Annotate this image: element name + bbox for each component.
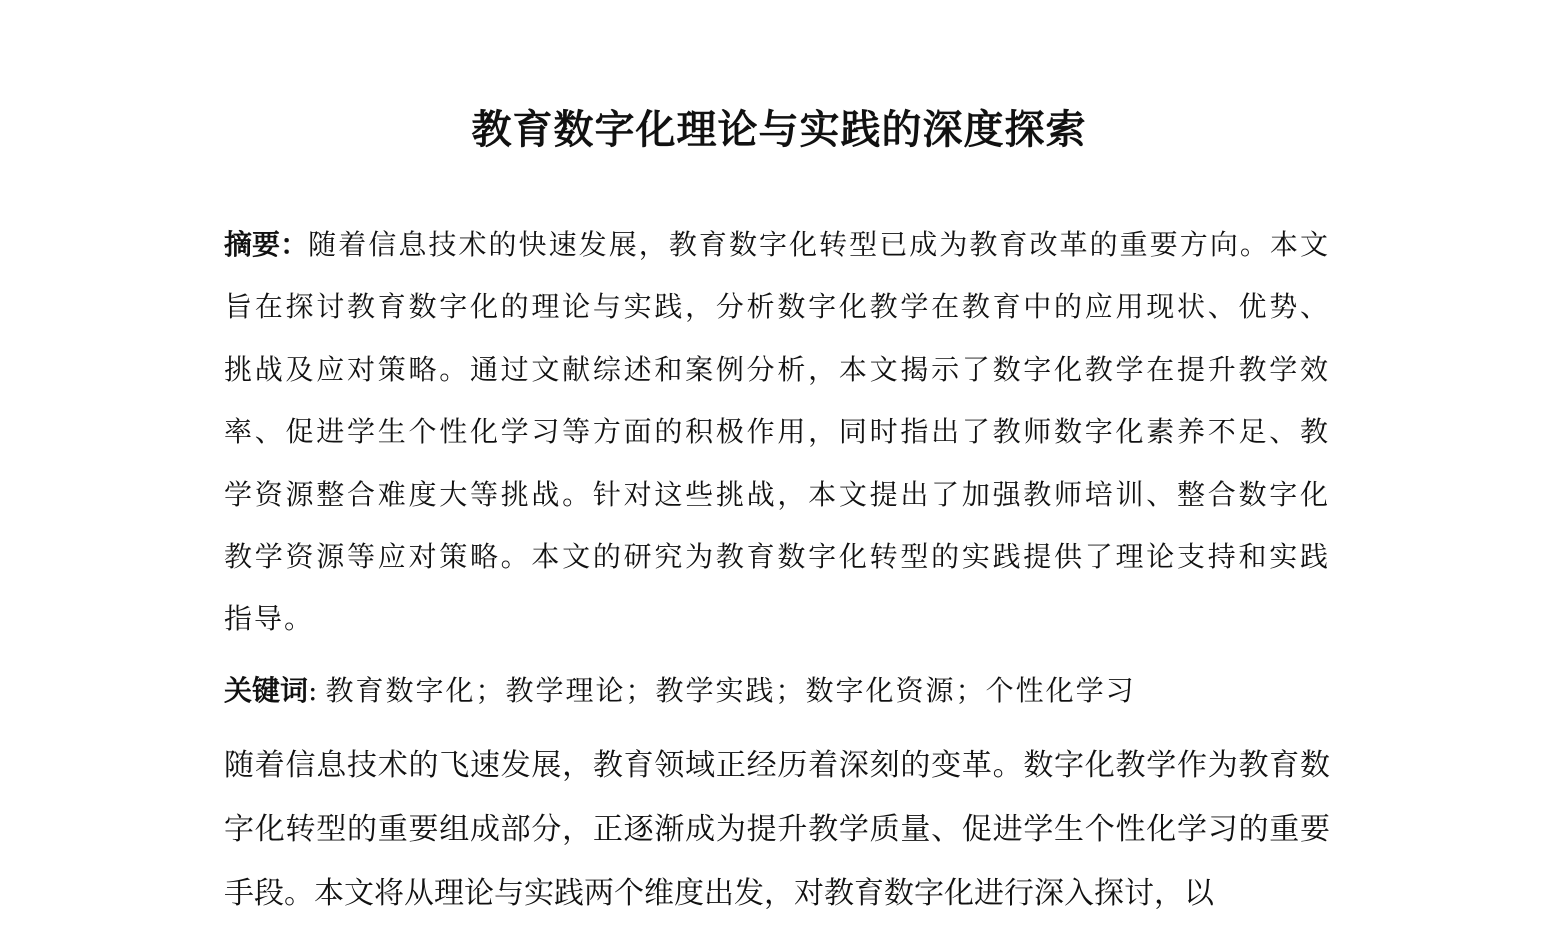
body-paragraph: 随着信息技术的飞速发展，教育领域正经历着深刻的变革。数字化教学作为教育数字化转型的重要组成部分，正逐渐成为提升教学质量、促进学生个性化学习的重要手段。本文将从理论与实践两个维度出发，对教育数字化进行深入探讨，以	[224, 748, 1330, 911]
keyword-item: 教学实践	[655, 674, 776, 707]
abstract-label: 摘要：	[224, 228, 309, 261]
document-title: 教育数字化理论与实践的深度探索	[471, 107, 1087, 153]
keywords-label: 关键词	[224, 674, 309, 707]
abstract-text: 随着信息技术的快速发展，教育数字化转型已成为教育改革的重要方向。本文旨在探讨教育数字化的理论与实践，分析数字化教学在教育中的应用现状、优势、挑战及应对策略。通过文献综述和案例分析，本文揭示了数字化教学在提升教学效率、促进学生个性化学习等方面的积极作用，同时指出了教师数字化素养不足、教学资源整合难度大等挑战。针对这些挑战，本文提出了加强教师培训、整合数字化教学资源等应对策略。本文的研究为教育数字化转型的实践提供了理论支持和实践指导。	[224, 228, 1330, 636]
keyword-item: 教学理论	[505, 674, 626, 707]
keyword-item: 教育数字化	[325, 674, 476, 707]
keyword-item: 个性化学习	[985, 674, 1136, 707]
keywords-separator: :	[308, 674, 320, 707]
abstract-paragraph	[224, 214, 1330, 651]
keywords-line: 关键词: 教育数字化；教学理论；教学实践；数字化资源；个性化学习	[224, 674, 1136, 707]
keyword-item: 数字化资源	[805, 674, 956, 707]
